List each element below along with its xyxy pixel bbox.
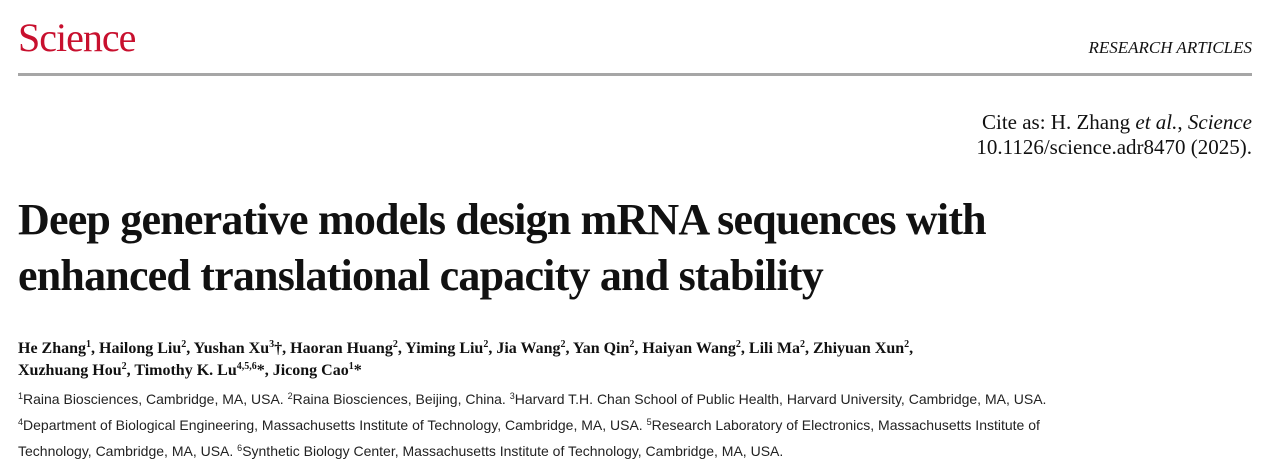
header-divider [18,73,1252,76]
affiliation-text: Research Laboratory of Electronics, Massachusetts Institute of [651,417,1040,433]
author-affiliation-number: 2 [483,339,489,350]
author-separator: , [740,340,749,357]
author-separator: , [91,340,100,357]
author-affiliation-number: 2 [735,339,741,350]
author-name[interactable]: Hailong Liu [99,340,182,357]
author-separator: , [186,340,194,357]
citation-doi[interactable]: 10.1126/science.adr8470 (2025). [976,135,1252,159]
affiliation-line [18,412,1253,438]
author-affiliation-number: 3 [269,339,275,350]
author-mark: * [353,362,362,379]
citation-journal: Science [1187,110,1252,134]
author-mark: † [274,340,283,357]
author-name[interactable]: He Zhang [18,340,87,357]
affiliation-line [18,438,1253,464]
author-name[interactable]: Timothy K. Lu [134,362,237,379]
author-affiliation-number: 1 [86,339,92,350]
author-name[interactable]: Yushan Xu [193,340,270,357]
author-separator: , [488,340,497,357]
author-separator: , [282,340,291,357]
journal-logo[interactable]: Science [18,15,136,60]
author-separator: , [264,362,273,379]
author-affiliation-number: 2 [629,339,635,350]
author-name[interactable]: Zhiyuan Xun [813,340,905,357]
author-affiliation-number: 2 [392,339,398,350]
affiliation-text: Technology, Cambridge, MA, USA. [18,443,238,459]
affiliation-text: Synthetic Biology Center, Massachusetts Institute of Technology, Cambridge, MA, USA. [242,443,784,459]
section-label: RESEARCH ARTICLES [1088,38,1252,57]
affiliations [18,386,1253,464]
affiliation-number: 6 [237,443,243,453]
author-name[interactable]: Yan Qin [572,340,630,357]
author-affiliation-number: 2 [181,339,187,350]
citation-etal: et al. [1135,110,1178,134]
affiliation-number: 5 [646,417,652,427]
author-separator: , [565,340,573,357]
author-line [18,338,1253,360]
author-separator: , [126,362,135,379]
author-name[interactable]: Yiming Liu [405,340,484,357]
article-title [18,192,1218,304]
author-name[interactable]: Haoran Huang [290,340,393,357]
author-name[interactable]: Haiyan Wang [642,340,736,357]
author-affiliation-number: 4,5,6 [236,361,257,372]
author-separator: , [805,340,813,357]
affiliation-number: 2 [287,391,293,401]
citation [976,110,1252,160]
author-name[interactable]: Jia Wang [496,340,561,357]
author-affiliation-number: 2 [800,339,805,350]
affiliation-text: Department of Biological Engineering, Massachusetts Institute of Technology, Cambridge, MA, USA. [23,417,647,433]
author-name[interactable]: Jicong Cao [272,362,349,379]
author-affiliation-number: 2 [121,361,127,372]
author-separator: , [397,340,406,357]
citation-prefix: Cite as: H. Zhang [981,110,1136,134]
affiliation-text: Harvard T.H. Chan School of Public Health, Harvard University, Cambridge, MA, USA. [514,391,1047,407]
author-separator: , [909,340,914,357]
affiliation-text: Raina Biosciences, Cambridge, MA, USA. [23,391,288,407]
author-affiliation-number: 1 [348,361,354,372]
affiliation-line [18,386,1253,412]
affiliation-text: Raina Biosciences, Beijing, China. [292,391,510,407]
author-name[interactable]: Lili Ma [748,340,800,357]
author-affiliation-number: 2 [560,339,566,350]
citation-sep: , [1177,110,1188,134]
affiliation-number: 3 [509,391,515,401]
citation-line-1 [976,110,1252,135]
author-name[interactable]: Xuzhuang Hou [18,362,122,379]
author-mark: * [256,362,265,379]
author-separator: , [634,340,643,357]
affiliation-number: 4 [18,417,24,427]
title-line-1: Deep generative models design mRNA sequences with [18,195,986,244]
author-affiliation-number: 2 [904,339,910,350]
affiliation-number: 1 [18,391,24,401]
author-list [18,338,1253,382]
author-line [18,360,1253,382]
title-line-2: enhanced translational capacity and stability [18,251,823,300]
